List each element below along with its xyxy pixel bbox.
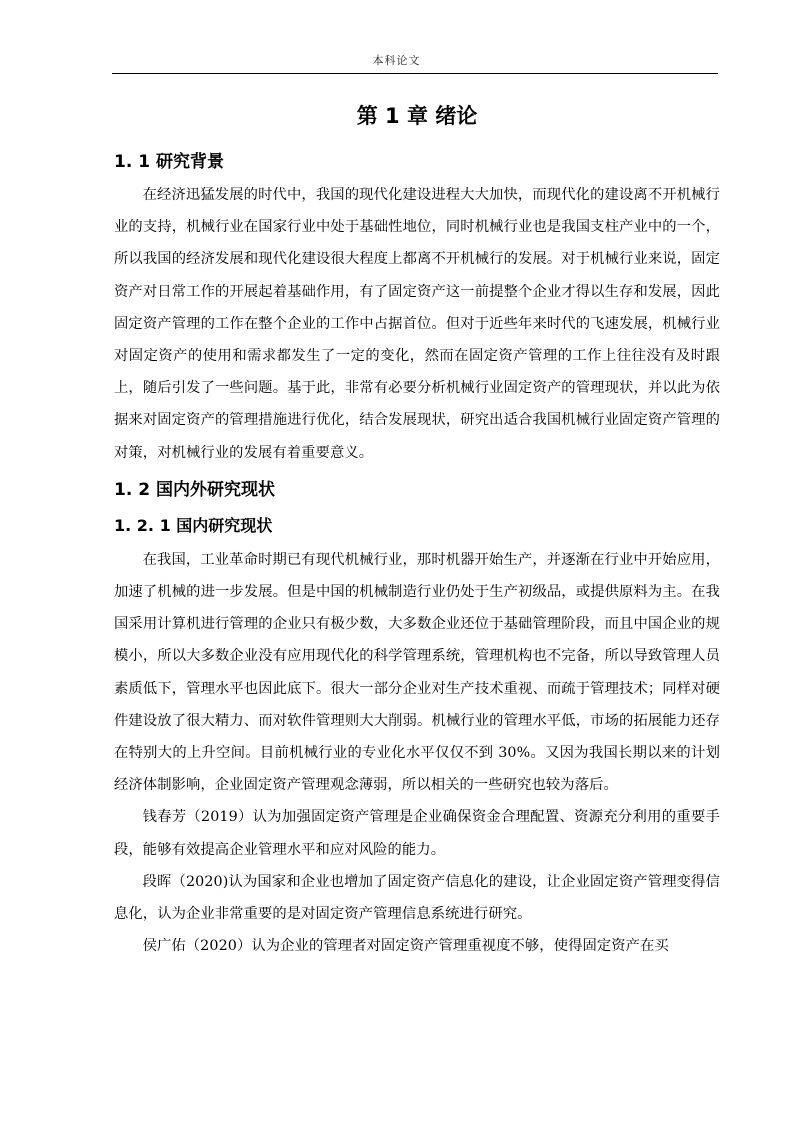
chapter-title: 第 1 章 绪论 [356, 104, 478, 128]
subsection-heading-1-2-1: 1. 2. 1 国内研究现状 [114, 515, 273, 535]
paragraph: 在经济迅猛发展的时代中，我国的现代化建设进程大大加快，而现代化的建设离不开机械行业的支持，机械行业在国家行业中处于基础性地位，同时机械行业也是我国支柱产业中的一个，所以我国的经济发展和现代化建设很大程度上都离不开机械行的发展。对于机械行业来说，固定资产对日常工作的开展起着基础作用，有了固定资产这一前提整个企业才得以生存和发展，因此固定资产管理的工作在整个企业的工作中占据首位。但对于近些年来时代的飞速发展，机械行业对固定资产的使用和需求都发生了一定的变化，然而在固定资产管理的工作上往往没有及时跟上，随后引发了一些问题。基于此，非常有必要分析机械行业固定资产的管理现状，并以此为依据来对固定资产的管理措施进行优化，结合发展现状，研究出适合我国机械行业固定资产管理的对策，对机械行业的发展有着重要意义。 [114, 187, 720, 461]
running-header: 本科论文 [372, 54, 421, 67]
section-heading-1-1: 1. 1 研究背景 [114, 152, 224, 172]
paragraph: 段晖（2020)认为国家和企业也增加了固定资产信息化的建设，让企业固定资产管理变得信息化，认为企业非常重要的是对固定资产管理信息系统进行研究。 [114, 873, 720, 923]
header-divider [112, 73, 718, 74]
section-heading-1-2: 1. 2 国内外研究现状 [114, 479, 275, 500]
paragraph: 在我国，工业革命时期已有现代机械行业，那时机器开始生产，并逐渐在行业中开始应用，加速了机械的进一步发展。但是中国的机械制造行业仍处于生产初级品，或提供原料为主。在我国采用计算机进行管理的企业只有极少数，大多数企业还位于基础管理阶段，而且中国企业的规模小，所以大多数企业没有应用现代化的科学管理系统，管理机构也不完备，所以导致管理人员素质低下，管理水平也因此底下。很大一部分企业对生产技术重视、而疏于管理技术；同样对硬件建设放了很大精力、而对软件管理则大大削弱。机械行业的管理水平低，市场的拓展能力还存在特别大的上升空间。目前机械行业的专业化水平仅仅不到 30%。又因为我国长期以来的计划经济体制影响，企业固定资产管理观念薄弱，所以相关的一些研究也较为落后。 [114, 551, 720, 794]
page-body [114, 96, 720, 962]
paragraph: 钱春芳（2019）认为加强固定资产管理是企业确保资金合理配置、资源充分利用的重要手段，能够有效提高企业管理水平和应对风险的能力。 [114, 809, 720, 858]
paragraph: 侯广佑（2020）认为企业的管理者对固定资产管理重视度不够，使得固定资产在买 [142, 938, 669, 955]
